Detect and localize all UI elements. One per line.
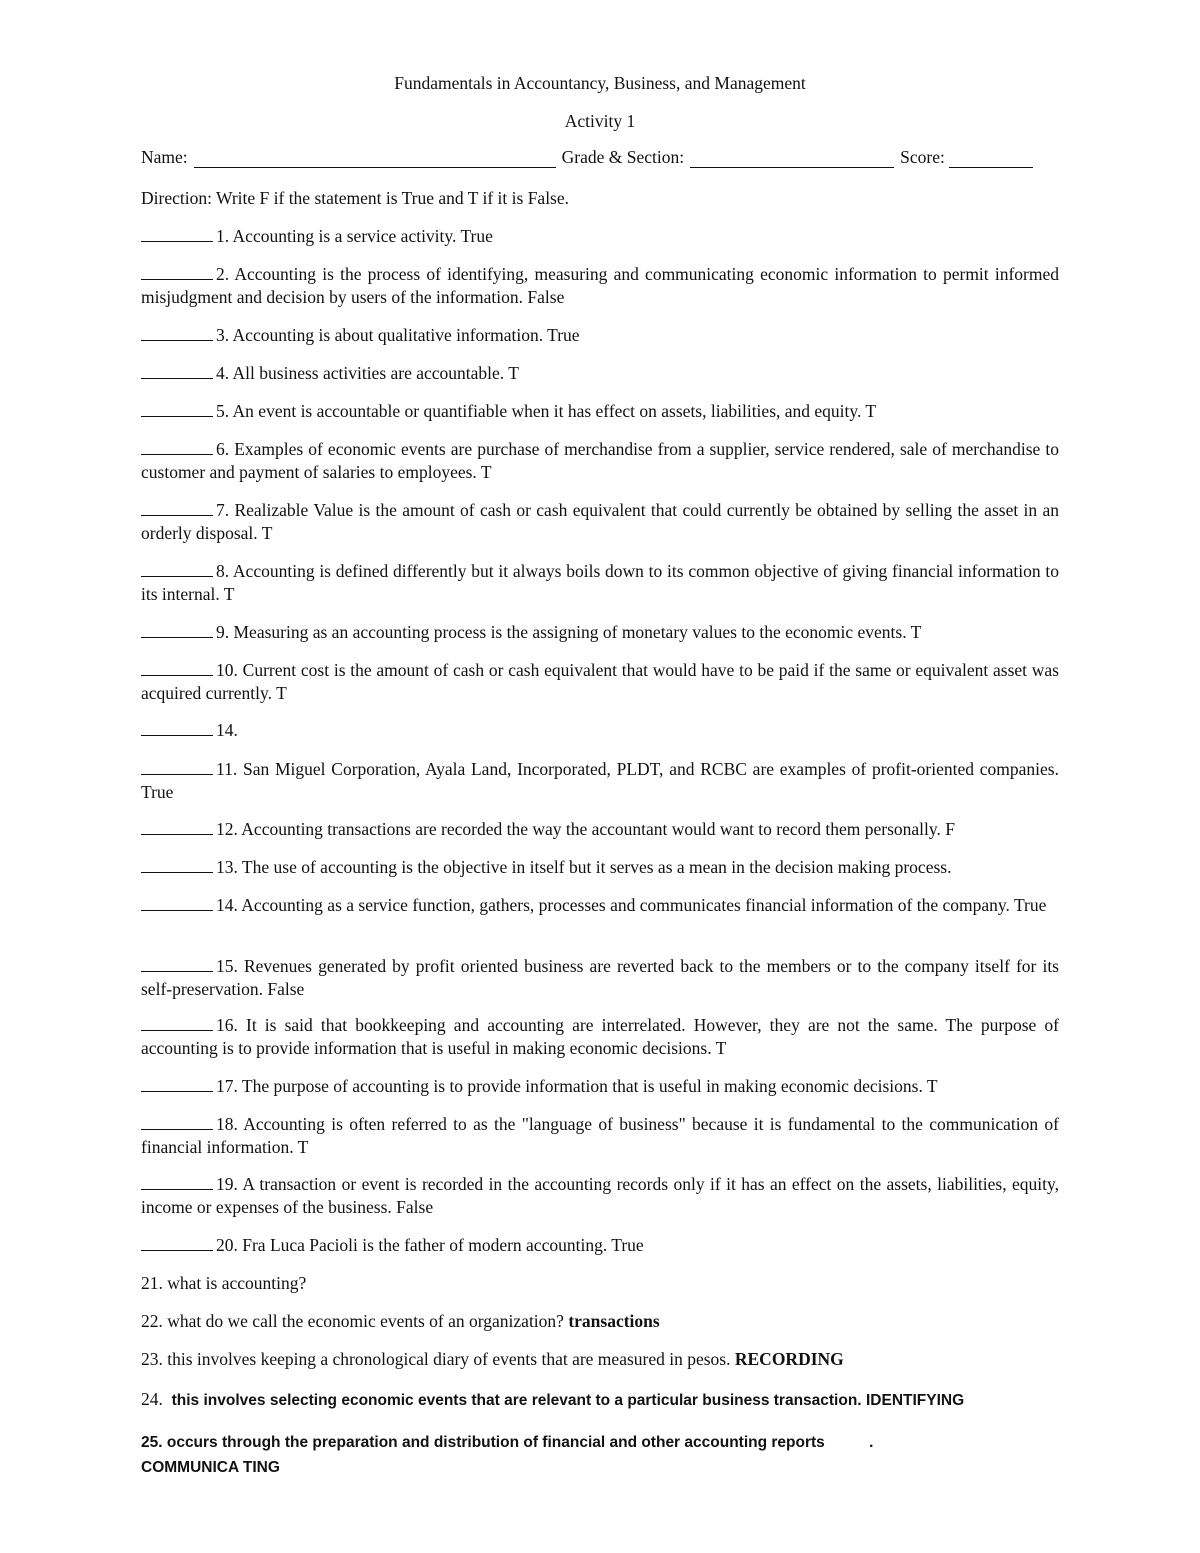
answer-24: IDENTIFYING: [866, 1392, 965, 1409]
item: 11. San Miguel Corporation, Ayala Land, Incorporated, PLDT, and RCBC are examples of profit-oriented companies. True: [141, 759, 1059, 802]
item: 9. Measuring as an accounting process is the assigning of monetary values to the economic events. T: [141, 621, 1059, 644]
item: 18. Accounting is often referred to as the "language of business" because it is fundamental to the communication of financial information. T: [141, 1114, 1059, 1157]
name-label: Name:: [141, 147, 188, 167]
item: 1. Accounting is a service activity. True: [141, 225, 1059, 248]
answer-blank[interactable]: [141, 759, 213, 775]
item: 17. The purpose of accounting is to provide information that is useful in making economic decisions. T: [141, 1075, 1059, 1098]
item: 6. Examples of economic events are purchase of merchandise from a supplier, service rendered, sale of merchandise to customer and payment of salaries to employees. T: [141, 439, 1059, 482]
answer-blank[interactable]: [141, 1114, 213, 1130]
score-field[interactable]: [949, 151, 1033, 168]
item: 7. Realizable Value is the amount of cash or cash equivalent that could currently be obtained by selling the asset in an orderly disposal. T: [141, 500, 1059, 543]
answer-blank[interactable]: [141, 857, 213, 873]
question-25: 25. occurs through the preparation and distribution of financial and other accounting reports . COMMUNICA TING: [141, 1434, 874, 1476]
item: 14. Accounting as a service function, gathers, processes and communicates financial information of the company. True: [141, 894, 1059, 917]
item: 12. Accounting transactions are recorded the way the accountant would want to record them personally. F: [141, 818, 1059, 841]
answer-blank[interactable]: [141, 660, 213, 676]
question-24: 24. this involves selecting economic events that are relevant to a particular business transaction. IDENTIFYING: [141, 1389, 965, 1409]
answer-blank[interactable]: [141, 895, 213, 911]
answer-blank[interactable]: [141, 1076, 213, 1092]
answer-blank[interactable]: [141, 439, 213, 455]
answer-blank[interactable]: [141, 226, 213, 242]
question-21: 21. what is accounting?: [141, 1273, 307, 1293]
answer-blank[interactable]: [141, 1015, 213, 1031]
item: 16. It is said that bookkeeping and accounting are interrelated. However, they are not the same. The purpose of accounting is to provide information that is useful in making economic decisions. T: [141, 1015, 1059, 1058]
answer-blank[interactable]: [141, 561, 213, 577]
answer-22: transactions: [568, 1311, 660, 1331]
question-22: 22. what do we call the economic events of an organization? transactions: [141, 1311, 660, 1331]
answer-blank[interactable]: [141, 325, 213, 341]
item: 3. Accounting is about qualitative information. True: [141, 324, 1059, 347]
question-23: 23. this involves keeping a chronological diary of events that are measured in pesos. RECORDING: [141, 1349, 844, 1369]
item: 20. Fra Luca Pacioli is the father of modern accounting. True: [141, 1234, 1059, 1257]
activity-title: Activity 1: [564, 111, 636, 131]
answer-blank[interactable]: [141, 1174, 213, 1190]
answer-blank[interactable]: [141, 363, 213, 379]
item: 13. The use of accounting is the objective in itself but it serves as a mean in the decision making process.: [141, 856, 1059, 879]
grade-section-label: Grade & Section:: [561, 147, 685, 167]
name-field[interactable]: [194, 151, 556, 168]
answer-blank[interactable]: [141, 720, 213, 736]
answer-blank[interactable]: [141, 264, 213, 280]
item: 15. Revenues generated by profit oriented business are reverted back to the members or to the company itself for its self-preservation. False: [141, 956, 1059, 999]
item: 8. Accounting is defined differently but it always boils down to its common objective of giving financial information to its internal. T: [141, 561, 1059, 604]
answer-blank[interactable]: [141, 956, 213, 972]
score-label: Score:: [900, 147, 945, 167]
answer-blank[interactable]: [141, 1235, 213, 1251]
grade-section-field[interactable]: [690, 151, 894, 168]
item: 19. A transaction or event is recorded in the accounting records only if it has an effect on the assets, liabilities, equity, income or expenses of the business. False: [141, 1174, 1059, 1217]
answer-blank[interactable]: [141, 622, 213, 638]
item: 10. Current cost is the amount of cash or cash equivalent that would have to be paid if the same or equivalent asset was acquired currently. T: [141, 660, 1059, 703]
answer-blank[interactable]: [141, 401, 213, 417]
item: 5. An event is accountable or quantifiable when it has effect on assets, liabilities, and equity. T: [141, 400, 1059, 423]
student-info-row: [141, 146, 1059, 168]
answer-blank[interactable]: [141, 819, 213, 835]
answer-blank[interactable]: [141, 500, 213, 516]
answer-23: RECORDING: [734, 1349, 844, 1369]
item: 4. All business activities are accountable. T: [141, 362, 1059, 385]
item: 2. Accounting is the process of identifying, measuring and communicating economic information to permit informed misjudgment and decision by users of the information. False: [141, 264, 1059, 307]
direction-text: Direction: Write F if the statement is True and T if it is False.: [141, 188, 570, 208]
answer-25: COMMUNICA TING: [141, 1458, 280, 1476]
subject-title: Fundamentals in Accountancy, Business, and Management: [394, 73, 806, 93]
item: 14.: [141, 719, 1059, 742]
